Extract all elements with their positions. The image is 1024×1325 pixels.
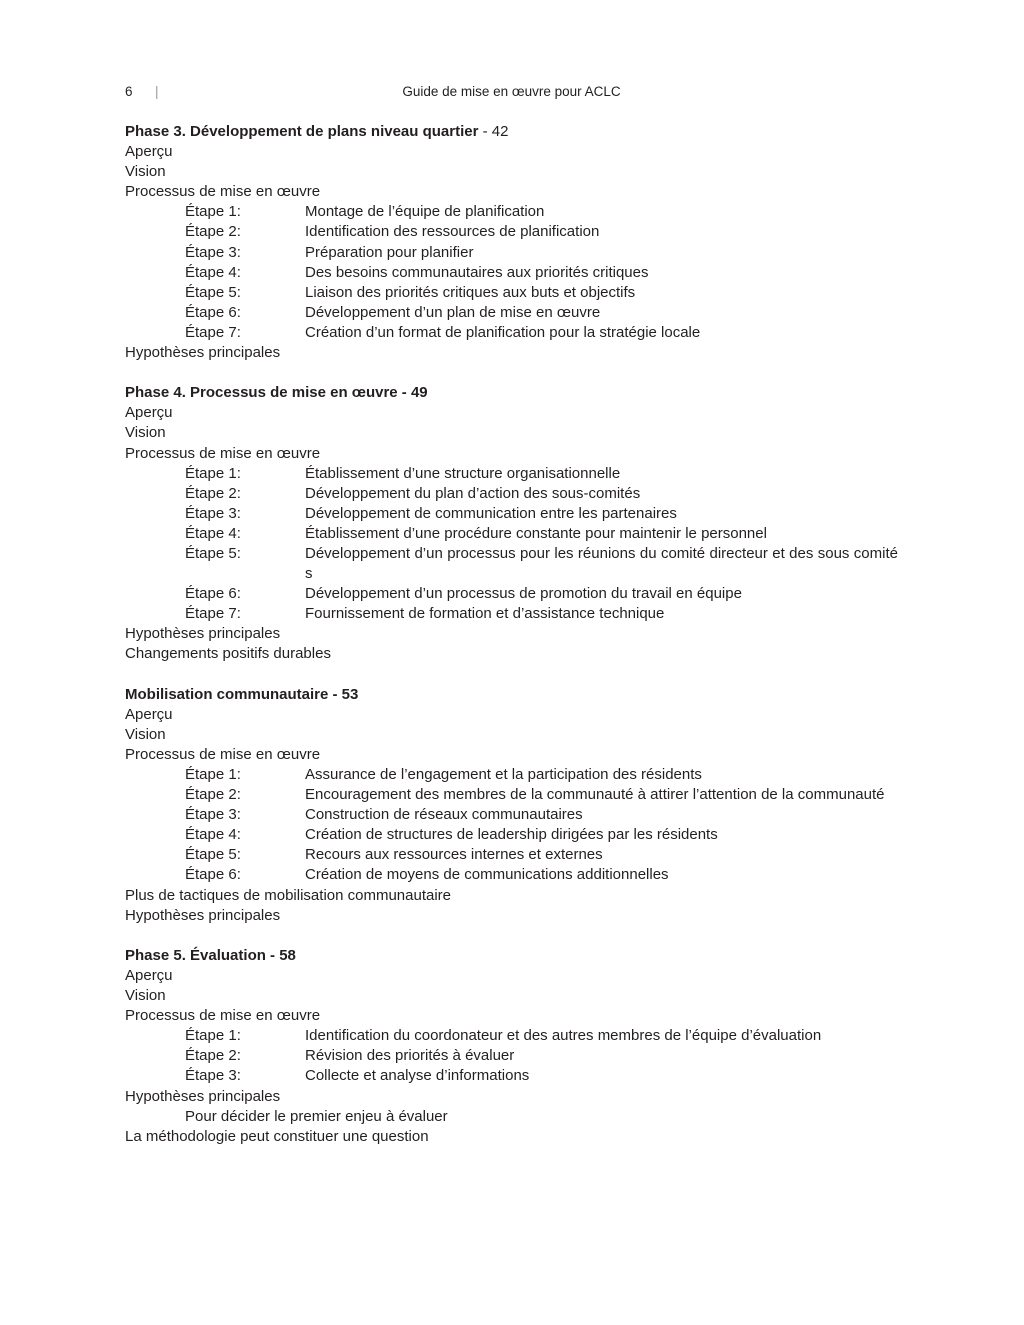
section-title: [125, 685, 898, 705]
step-text: Développement du plan d’action des sous-comités: [305, 484, 641, 502]
step-entry: [125, 323, 898, 343]
step-label: Étape 1:: [185, 1027, 241, 1045]
step-text: Des besoins communautaires aux priorités critiques: [305, 263, 649, 281]
step-text: Création de moyens de communications additionnelles: [305, 866, 669, 884]
section-title-page: - 42: [478, 123, 509, 140]
step-entry: [125, 544, 898, 584]
step-label: Étape 2:: [185, 1047, 241, 1065]
page-header: [125, 84, 898, 104]
toc-entry: Plus de tactiques de mobilisation communautaire: [125, 886, 452, 904]
step-label: Étape 3:: [185, 1067, 241, 1085]
toc-entry: Vision: [125, 725, 166, 743]
step-text: Construction de réseaux communautaires: [305, 806, 583, 824]
step-label: Étape 6:: [185, 585, 241, 603]
toc-entry: La méthodologie peut constituer une question: [125, 1127, 429, 1145]
step-text: Assurance de l’engagement et la participation des résidents: [305, 766, 702, 783]
step-label: Étape 4:: [185, 524, 241, 542]
toc-entry: Processus de mise en œuvre: [125, 1007, 321, 1025]
step-text: Révision des priorités à évaluer: [305, 1047, 515, 1065]
toc-entry: Pour décider le premier enjeu à évaluer: [185, 1107, 448, 1125]
step-text: Identification des ressources de planification: [305, 223, 600, 241]
section-title-heading: Phase 3. Développement de plans niveau quartier: [125, 123, 479, 140]
step-entry: [125, 845, 898, 865]
step-label: Étape 3:: [185, 806, 241, 824]
step-label: Étape 1:: [185, 464, 241, 482]
toc-section: [125, 685, 898, 926]
toc-entry: Hypothèses principales: [125, 625, 281, 643]
toc-section: [125, 122, 898, 363]
step-label: Étape 4:: [185, 826, 241, 844]
toc-entry: Vision: [125, 424, 166, 442]
toc-entry: Aperçu: [125, 966, 173, 984]
step-text: Création de structures de leadership dirigées par les résidents: [305, 826, 718, 844]
step-text: Développement d’un processus de promotion du travail en équipe: [305, 585, 742, 603]
step-label: Étape 4:: [185, 263, 241, 281]
section-title: [125, 946, 898, 966]
toc-section: [125, 383, 898, 664]
toc-entry: Processus de mise en œuvre: [125, 183, 321, 201]
step-entry: [125, 524, 898, 544]
step-text: Liaison des priorités critiques aux buts et objectifs: [305, 283, 636, 301]
step-entry: [125, 865, 898, 885]
step-entry: [125, 263, 898, 283]
toc-section: [125, 946, 898, 1147]
section-title-heading: Phase 4. Processus de mise en œuvre - 49: [125, 384, 428, 402]
toc-entry: Changements positifs durables: [125, 645, 331, 663]
step-entry: [125, 604, 898, 624]
toc-entry: Hypothèses principales: [125, 344, 281, 362]
step-label: Étape 2:: [185, 484, 241, 502]
toc-entry: Vision: [125, 163, 166, 181]
step-entry: [125, 805, 898, 825]
section-title: [125, 122, 898, 142]
toc-entry: Aperçu: [125, 404, 173, 422]
step-entry: [125, 1066, 898, 1086]
step-entry: [125, 283, 898, 303]
step-entry: [125, 222, 898, 242]
toc-entry: Hypothèses principales: [125, 906, 281, 924]
step-entry: [125, 785, 898, 805]
toc-entry: Processus de mise en œuvre: [125, 444, 321, 462]
page-number: 6: [125, 84, 133, 99]
toc-entry: Processus de mise en œuvre: [125, 745, 321, 763]
step-entry: [125, 202, 898, 222]
step-text: Développement de communication entre les partenaires: [305, 504, 677, 522]
step-text: Établissement d’une procédure constante pour maintenir le personnel: [305, 524, 767, 542]
toc-entry: Hypothèses principales: [125, 1087, 281, 1105]
step-text: Fournissement de formation et d’assistance technique: [305, 605, 665, 623]
step-label: Étape 5:: [185, 283, 241, 301]
step-text: Création d’un format de planification pour la stratégie locale: [305, 323, 701, 341]
step-text: Encouragement des membres de la communauté à attirer l’attention de la communauté: [305, 786, 885, 804]
step-text: Collecte et analyse d’informations: [305, 1067, 530, 1085]
step-text: Développement d’un plan de mise en œuvre: [305, 303, 601, 321]
step-label: Étape 1:: [185, 203, 241, 221]
section-title-heading: Mobilisation communautaire - 53: [125, 685, 359, 703]
step-label: Étape 3:: [185, 504, 241, 522]
step-label: Étape 1:: [185, 766, 241, 783]
step-entry: [125, 765, 898, 785]
table-of-contents: [125, 122, 898, 1167]
toc-entry: Aperçu: [125, 705, 173, 723]
step-label: Étape 2:: [185, 786, 241, 804]
step-entry: [125, 303, 898, 323]
step-entry: [125, 484, 898, 504]
step-label: Étape 5:: [185, 846, 241, 864]
step-label: Étape 6:: [185, 303, 241, 321]
step-text: Développement d’un processus pour les réunions du comité directeur et des sous comité s: [305, 544, 898, 583]
step-entry: [125, 243, 898, 263]
step-text: Établissement d’une structure organisationnelle: [305, 464, 621, 482]
running-title: Guide de mise en œuvre pour ACLC: [402, 84, 621, 99]
step-label: Étape 7:: [185, 605, 241, 623]
toc-entry: Aperçu: [125, 143, 173, 161]
step-text: Identification du coordonateur et des autres membres de l’équipe d’évaluation: [305, 1027, 822, 1045]
step-entry: [125, 1046, 898, 1066]
step-label: Étape 6:: [185, 866, 241, 884]
step-entry: [125, 504, 898, 524]
header-divider: |: [155, 84, 159, 99]
toc-entry: Vision: [125, 987, 166, 1005]
step-entry: [125, 825, 898, 845]
step-label: Étape 2:: [185, 223, 241, 241]
section-title-heading: Phase 5. Évaluation - 58: [125, 946, 296, 964]
step-entry: [125, 584, 898, 604]
step-label: Étape 3:: [185, 243, 241, 261]
step-entry: [125, 1026, 898, 1046]
step-entry: [125, 464, 898, 484]
step-text: Préparation pour planifier: [305, 243, 474, 261]
step-label: Étape 5:: [185, 544, 241, 562]
section-title: [125, 383, 898, 403]
step-label: Étape 7:: [185, 323, 241, 341]
step-text: Montage de l’équipe de planification: [305, 203, 545, 221]
step-text: Recours aux ressources internes et externes: [305, 846, 603, 864]
